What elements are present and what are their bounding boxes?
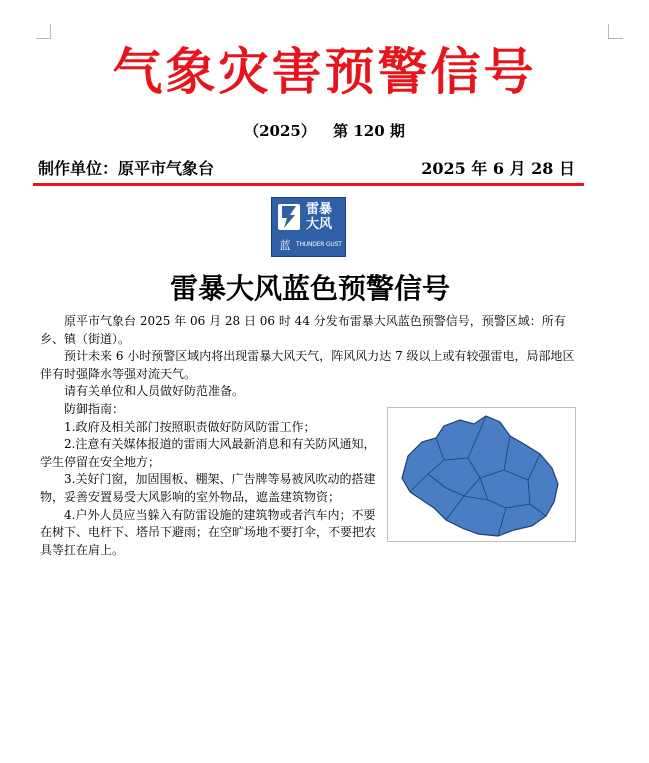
guide-item-1: 1.政府及相关部门按照职责做好防风防雷工作； <box>64 419 316 434</box>
signal-label-line1: 雷暴 <box>306 202 333 217</box>
crop-mark-top-right <box>608 24 623 39</box>
warning-area-map <box>387 407 576 542</box>
body-paragraph-2: 预计未来 6 小时预警区域内将出现雷暴大风天气，阵风风力达 7 级以上或有较强雷电，局部地区伴有时强降水等强对流天气。 <box>40 349 575 381</box>
lightning-flag-icon <box>278 204 300 230</box>
masthead-title: 气象灾害预警信号 <box>112 42 537 101</box>
issue-line <box>0 120 649 141</box>
guide-item-2: 2.注意有关媒体报道的雷雨大风最新消息和有关防风通知，学生停留在安全地方； <box>40 437 376 469</box>
crop-mark-top-left <box>36 24 51 39</box>
issue-year: （2025） <box>244 122 316 140</box>
producer-unit: 制作单位：原平市气象台 <box>38 159 215 178</box>
guide-heading: 防御指南： <box>64 401 125 416</box>
publish-date: 2025 年 6 月 28 日 <box>421 159 575 178</box>
signal-label-line2: 大风 <box>306 217 333 232</box>
guide-item-4: 4.户外人员应当躲入有防雷设施的建筑物或者汽车内；不要在树下、电杆下、塔吊下避雨；在空旷场地不要打伞，不要把农具等扛在肩上。 <box>40 507 377 557</box>
signal-level: 蓝 <box>279 239 291 252</box>
body-paragraph-1: 原平市气象台 2025 年 06 月 28 日 06 时 44 分发布雷暴大风蓝色预警信号，预警区域：所有乡、镇（街道）。 <box>40 314 566 346</box>
signal-english-label: THUNDER GUST <box>296 241 342 248</box>
issue-number: 第 120 期 <box>333 122 405 140</box>
guide-item-3: 3.关好门窗，加固围板、棚架、广告牌等易被风吹动的搭建物，妥善安置易受大风影响的室外物品，遮盖建筑物资； <box>40 472 376 504</box>
header-divider <box>33 183 584 186</box>
warning-title: 雷暴大风蓝色预警信号 <box>169 272 450 305</box>
thunder-gust-blue-icon <box>271 197 346 257</box>
body-paragraph-3: 请有关单位和人员做好防范准备。 <box>64 384 245 399</box>
